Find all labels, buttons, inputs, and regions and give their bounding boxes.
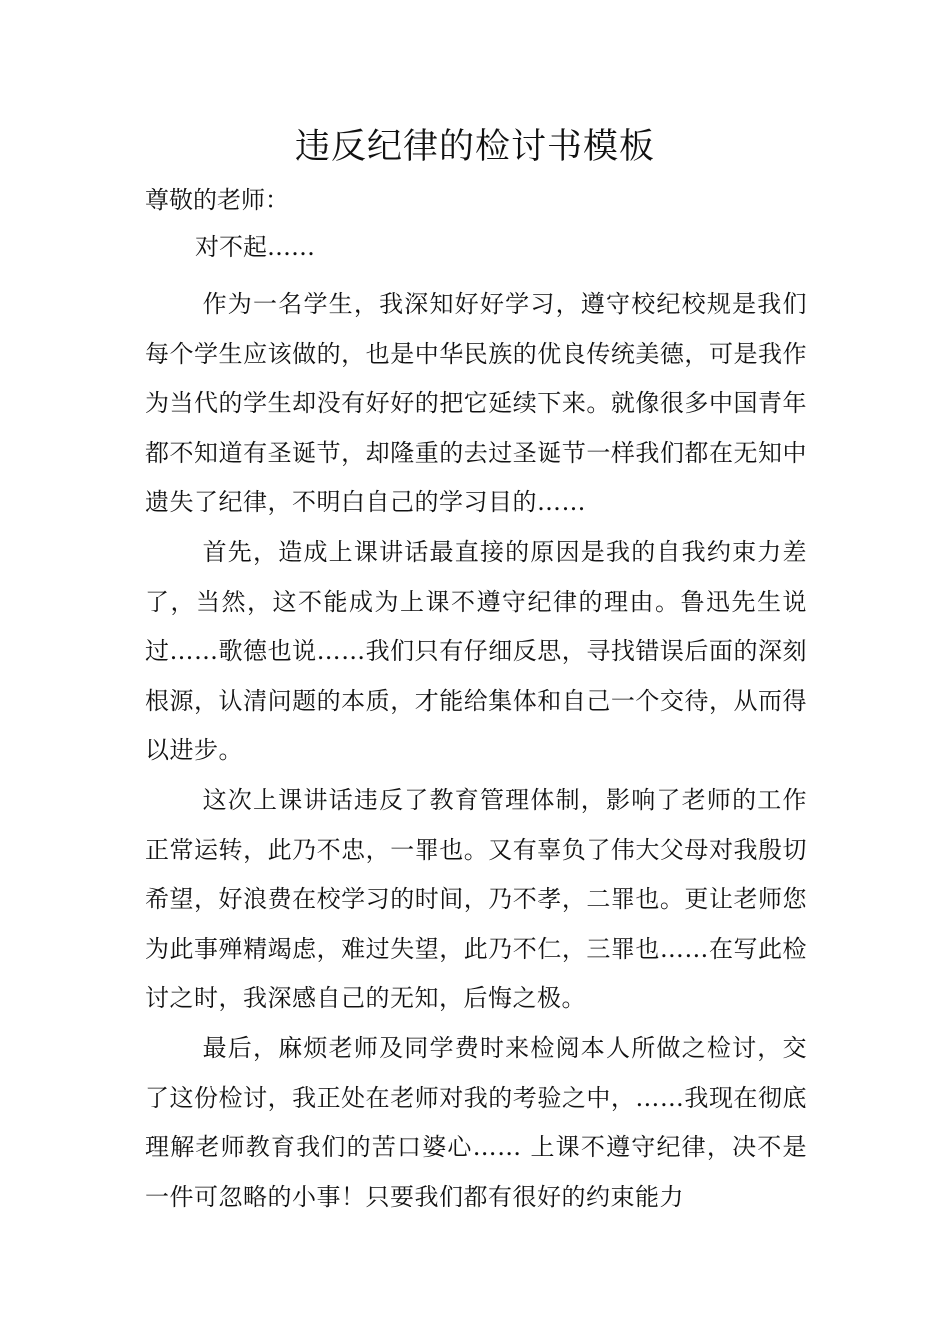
paragraph-3: 这次上课讲话违反了教育管理体制，影响了老师的工作正常运转，此乃不忠，一罪也。又有辜负了伟大父母对我殷切希望，好浪费在校学习的时间，乃不孝，二罪也。更让老师您为此事殚精竭虑，难过失望，此乃不仁，三罪也……在写此检讨之时，我深感自己的无知，后悔之极。 — [145, 785, 807, 1013]
paragraph-1: 作为一名学生，我深知好好学习，遵守校纪校规是我们每个学生应该做的，也是中华民族的优良传统美德，可是我作为当代的学生却没有好好的把它延续下来。就像很多中国青年都不知道有圣诞节，却隆重的去过圣诞节一样我们都在无知中遗失了纪律，不明白自己的学习目的…… — [145, 290, 807, 517]
paragraph-2: 首先，造成上课讲话最直接的原因是我的自我约束力差了，当然，这不能成为上课不遵守纪律的理由。鲁迅先生说过……歌德也说……我们只有仔细反思，寻找错误后面的深刻根源，认清问题的本质，才能给集体和自己一个交待，从而得以进步。 — [145, 537, 807, 765]
document-title: 违反纪律的检讨书模板 — [294, 127, 655, 167]
apology-line: 对不起…… — [195, 233, 315, 261]
body-text — [145, 280, 807, 1222]
paragraph-4: 最后，麻烦老师及同学费时来检阅本人所做之检讨，交了这份检讨，我正处在老师对我的考验之中，……我现在彻底理解老师教育我们的苦口婆心…… 上课不遵守纪律，决不是一件可忽略的小事！只要我们都有很好的约束能力 — [145, 1033, 807, 1211]
salutation: 尊敬的老师： — [145, 186, 289, 214]
